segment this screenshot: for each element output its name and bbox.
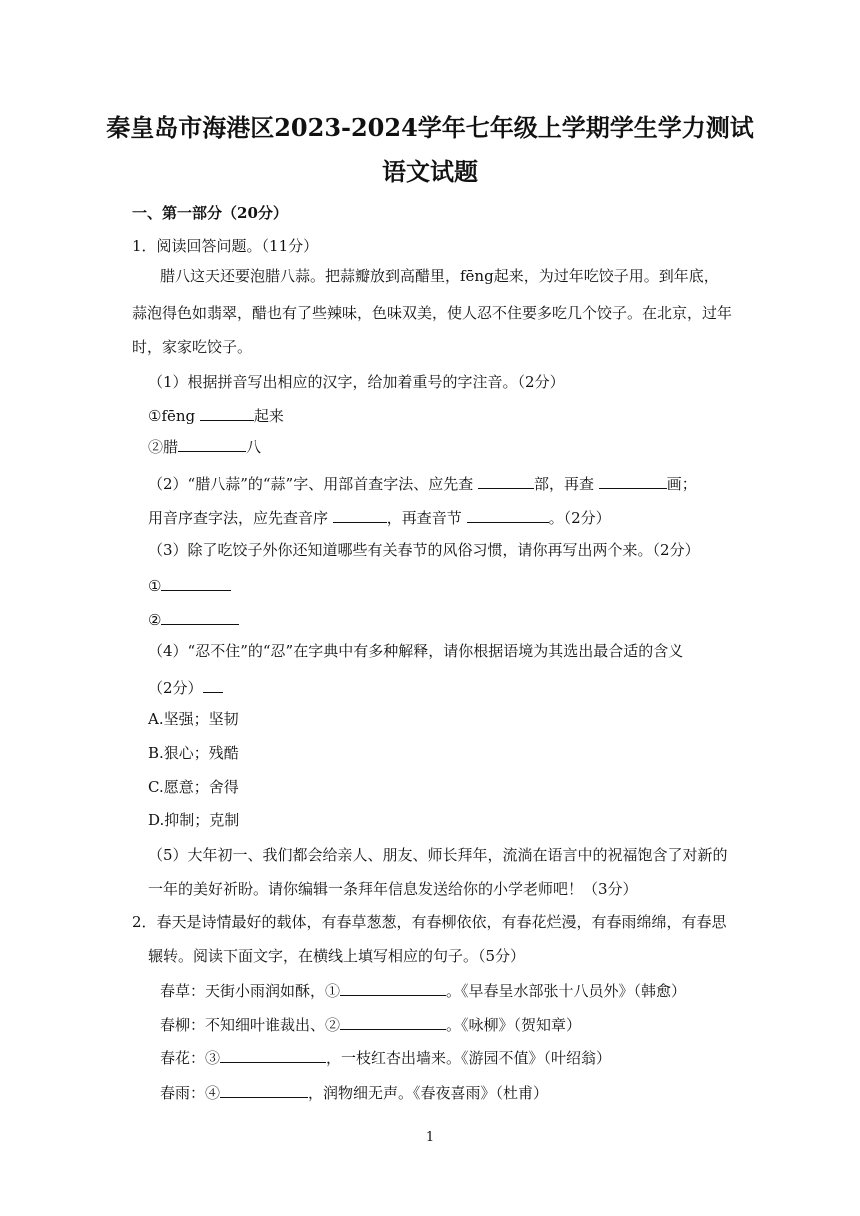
answer-blank[interactable]: [467, 506, 549, 523]
q1-part2-text: 用音序查字法，应先查音序: [148, 509, 333, 527]
answer-blank[interactable]: [220, 1046, 326, 1063]
answer-blank[interactable]: [340, 979, 446, 996]
question-2-stem-line2: 辗转。阅读下面文字，在横线上填写相应的句子。（5分）: [148, 947, 526, 965]
q1-part3-b-label: ②: [148, 611, 162, 629]
option-a: A.坚强；坚韧: [148, 710, 239, 728]
poem-line-2: [160, 1013, 581, 1035]
section-heading: 一、第一部分（20分）: [132, 204, 288, 222]
option-b: B.狠心；残酷: [148, 744, 239, 762]
answer-blank[interactable]: [340, 1013, 446, 1030]
poem-line-text: ，润物细无声。《春夜喜雨》（杜甫）: [308, 1084, 549, 1102]
q1-part1-b: [148, 435, 261, 457]
q1-part1-a-suffix: 起来: [253, 407, 284, 425]
option-c: C.愿意；舍得: [148, 778, 239, 796]
poem-line-text: 春柳：不知细叶谁裁出、②: [160, 1016, 341, 1034]
page-number: 1: [425, 1130, 435, 1145]
answer-blank[interactable]: [599, 472, 667, 489]
poem-line-text: 。《咏柳》（贺知章）: [446, 1016, 582, 1034]
q1-part5-line2: 一年的美好祈盼。请你编辑一条拜年信息发送给你的小学老师吧！（3分）: [148, 880, 638, 898]
q1-part3: （3）除了吃饺子外你还知道哪些有关春节的风俗习惯，请你再写出两个来。（2分）: [148, 541, 700, 559]
poem-line-1: [160, 979, 686, 1001]
q1-part3-a-label: ①: [148, 577, 162, 595]
poem-line-text: 春雨：④: [160, 1084, 221, 1102]
option-d: D.抑制；克制: [148, 811, 240, 829]
poem-line-3: [160, 1046, 611, 1068]
poem-line-4: [160, 1081, 548, 1103]
q1-part4-line2: [148, 676, 223, 698]
passage-line-2: 蒜泡得色如翡翠，醋也有了些辣味，色味双美，使人忍不住要多吃几个饺子。在北京，过年: [132, 304, 733, 322]
q1-part2-line1: [148, 472, 697, 494]
q1-part1-b-prefix: ②腊: [148, 438, 179, 456]
q1-part2-text: ，再查音节: [386, 509, 467, 527]
answer-blank[interactable]: [333, 506, 387, 523]
question-1-stem: 1．阅读回答问题。（11分）: [132, 237, 319, 255]
q1-part5-line1: （5）大年初一、我们都会给亲人、朋友、师长拜年，流淌在语言中的祝福饱含了对新的: [148, 846, 728, 864]
answer-blank[interactable]: [203, 676, 223, 693]
q1-part2-text: 画；: [666, 475, 697, 493]
passage-line-1: 腊八这天还要泡腊八蒜。把蒜瓣放到高醋里，fēng起来，为过年吃饺子用。到年底，: [160, 267, 719, 285]
question-2-stem-line1: 2．春天是诗情最好的载体，有春草葱葱，有春柳依依，有春花烂漫，有春雨绵绵，有春思: [132, 913, 727, 931]
answer-blank[interactable]: [161, 608, 239, 625]
document-subtitle: 语文试题: [382, 157, 478, 186]
q1-part1-a: [148, 404, 284, 426]
q1-part2-text: 部，再查: [534, 475, 599, 493]
q1-part2-text: 。（2分）: [548, 509, 611, 527]
answer-blank[interactable]: [178, 435, 246, 452]
q1-part3-b: [148, 608, 239, 630]
passage-line-3: 时，家家吃饺子。: [132, 338, 253, 356]
q1-part1: （1）根据拼音写出相应的汉字，给加着重号的字注音。（2分）: [148, 373, 565, 391]
poem-line-text: 春花：③: [160, 1049, 221, 1067]
q1-part4-text: （2分）: [148, 679, 203, 697]
answer-blank[interactable]: [200, 404, 254, 421]
q1-part1-a-prefix: ①fēng: [148, 407, 200, 425]
q1-part2-line2: [148, 506, 611, 528]
document-title: 秦皇岛市海港区2023-2024学年七年级上学期学生学力测试: [106, 113, 754, 142]
answer-blank[interactable]: [161, 574, 231, 591]
poem-line-text: 春草：天街小雨润如酥，①: [160, 982, 341, 1000]
q1-part2-text: （2）“腊八蒜”的“蒜”字、用部首查字法、应先查: [148, 475, 478, 493]
q1-part1-b-suffix: 八: [246, 438, 262, 456]
answer-blank[interactable]: [220, 1081, 308, 1098]
poem-line-text: ，一枝红杏出墙来。《游园不值》（叶绍翁）: [326, 1049, 612, 1067]
q1-part3-a: [148, 574, 231, 596]
answer-blank[interactable]: [478, 472, 534, 489]
q1-part4-line1: （4）“忍不住”的“忍”在字典中有多种解释，请你根据语境为其选出最合适的含义: [148, 642, 684, 660]
poem-line-text: 。《早春呈水部张十八员外》（韩愈）: [446, 982, 687, 1000]
